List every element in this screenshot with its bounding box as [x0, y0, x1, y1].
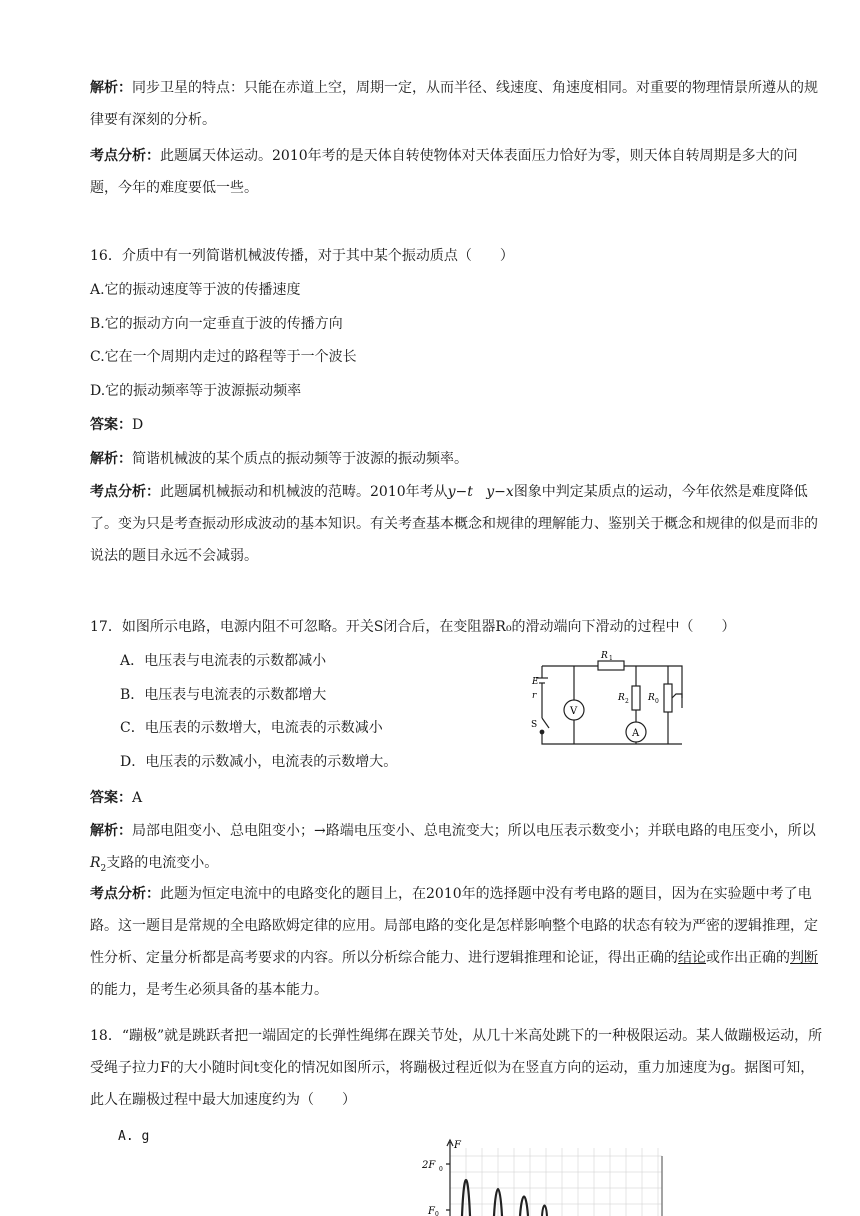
q16-option-d[interactable]: D.它的振动频率等于波源振动频率 [90, 383, 302, 399]
underlined-judgment: 判断 [790, 950, 818, 966]
r2-sub: 2 [625, 698, 629, 705]
analysis-label: 解析： [90, 451, 132, 467]
q16-option-b[interactable]: B.它的振动方向一定垂直于波的传播方向 [90, 316, 343, 332]
r2-resistor [632, 686, 640, 710]
ammeter-label: A [632, 728, 640, 739]
prev-key-point [90, 140, 824, 204]
q17-answer [90, 786, 142, 810]
r0-sub: 0 [655, 698, 659, 705]
q17-option-c[interactable]: C．电压表的示数增大，电流表的示数减小 [120, 720, 383, 736]
r2-label: R [618, 693, 625, 703]
analysis-text-2: 支路的电流变小。 [106, 855, 219, 871]
answer-value: D [132, 417, 144, 433]
key-point-label: 考点分析： [90, 886, 160, 902]
analysis-text: 局部电阻变小、总电阻变小；→路端电压变小、总电流变大；所以电压表示数变小；并联电路的电压变小，所以 [132, 823, 816, 839]
emf-label: E [532, 677, 539, 687]
q16-option-a[interactable]: A.它的振动速度等于波的传播速度 [90, 282, 301, 298]
circuit-diagram [528, 648, 700, 758]
analysis-label: 解析： [90, 80, 132, 96]
tick-f0: F [428, 1206, 435, 1216]
tick-2f0: 2F [422, 1160, 436, 1171]
tick-f0-sub: 0 [435, 1211, 439, 1216]
analysis-text: 简谐机械波的某个质点的振动频等于波源的振动频率。 [132, 451, 468, 467]
yt-label: y−t [447, 484, 473, 500]
rheostat-slider [672, 694, 682, 698]
r1-sub: 1 [609, 655, 613, 662]
q17-option-d[interactable]: D．电压表的示数减小，电流表的示数增大。 [120, 754, 398, 770]
switch-blade [542, 718, 549, 728]
q17-option-b[interactable]: B．电压表与电流表的示数都增大 [120, 687, 327, 703]
q16-option-c[interactable]: C.它在一个周期内走过的路程等于一个波长 [90, 349, 357, 365]
answer-value: A [132, 790, 143, 806]
q17-stem: 17．如图所示电路，电源内阻不可忽略。开关S闭合后，在变阻器R₀的滑动端向下滑动的过程中（ ） [90, 619, 736, 635]
prev-analysis [90, 72, 824, 136]
key-point-text: 此题为恒定电流中的电路变化的题目上，在2010年的选择题中没有考电路的题目，因为在实验题中考了电路。这一题目是常规的全电路欧姆定律的应用。局部电路的变化是怎样影响整个电路的状态有较为严密的逻辑推理，定性分析、定量分析都是高考要求的内容。所以分析综合能力、进行逻辑推理和论证，得出正确的 [90, 886, 818, 966]
key-point-text-2: 图象中判定某质点的运动，今年依然是难度降低了。变为只是考查振动形成波动的基本知识。有关考查基本概念和规律的理解能力、鉴别关于概念和规律的似是而非的说法的题目永远不会减弱。 [90, 484, 818, 564]
q17-analysis [90, 815, 824, 885]
r1-resistor [598, 661, 624, 670]
analysis-label: 解析： [90, 823, 132, 839]
internal-r-label: r [532, 691, 537, 701]
voltmeter-label: V [570, 706, 578, 717]
switch-label: S [531, 720, 538, 730]
q17-key-point [90, 878, 824, 1006]
answer-label: 答案： [90, 790, 132, 806]
key-point-text-3: 的能力，是考生必须具备的基本能力。 [90, 982, 328, 998]
tick-2f0-sub: 0 [439, 1166, 443, 1173]
analysis-text: 同步卫星的特点：只能在赤道上空，周期一定，从而半径、线速度、角速度相同。对重要的物理情景所遵从的规律要有深刻的分析。 [90, 80, 818, 128]
underlined-conclusion: 结论 [678, 950, 706, 966]
y-axis-label: F [454, 1140, 461, 1151]
q17-option-a[interactable]: A．电压表与电流表的示数都减小 [120, 653, 327, 669]
r0-label: R [648, 693, 655, 703]
yx-label: y−x [486, 484, 514, 500]
q18-option-a[interactable]: A. g [118, 1129, 150, 1144]
q16-answer [90, 413, 143, 437]
key-point-text: 此题属天体运动。2010年考的是天体自转使物体对天体表面压力恰好为零，则天体自转周期是多大的问题，今年的难度要低一些。 [90, 148, 798, 196]
force-peak-4 [542, 1206, 547, 1216]
q16-stem: 16．介质中有一列简谐机械波传播，对于其中某个振动质点（ ） [90, 248, 514, 264]
key-point-label: 考点分析： [90, 484, 160, 500]
key-point-text-2: 或作出正确的 [706, 950, 790, 966]
force-time-graph [410, 1128, 680, 1216]
r1-label: R [601, 651, 608, 661]
force-peak-3 [520, 1197, 528, 1216]
r2-inline: R [90, 855, 101, 871]
key-point-label: 考点分析： [90, 148, 160, 164]
q18-stem: 18．“蹦极”就是跳跃者把一端固定的长弹性绳绑在踝关节处，从几十米高处跳下的一种极限运动。某人做蹦极运动，所受绳子拉力F的大小随时间t变化的情况如图所示，将蹦极过程近似为在竖直方向的运动，重力加速度为g。据图可知，此人在蹦极过程中最大加速度约为（ ） [90, 1028, 823, 1108]
q16-key-point [90, 476, 824, 572]
r0-rheostat [664, 684, 672, 712]
key-point-text: 此题属机械振动和机械波的范畴。2010年考从 [160, 484, 448, 500]
r2-inline-sub: 2 [100, 863, 107, 874]
answer-label: 答案： [90, 417, 132, 433]
q16-analysis [90, 447, 468, 471]
